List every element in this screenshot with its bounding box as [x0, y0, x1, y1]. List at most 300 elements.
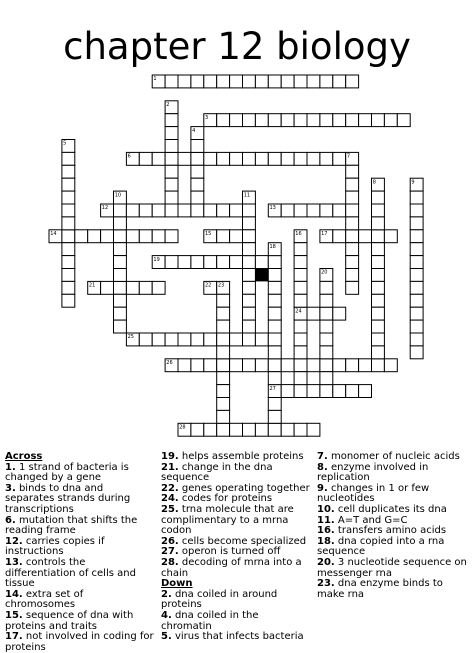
grid-cell[interactable] — [114, 204, 127, 217]
grid-cell[interactable] — [268, 281, 281, 294]
grid-cell[interactable] — [307, 152, 320, 165]
grid-cell[interactable] — [230, 230, 243, 243]
grid-cell[interactable] — [178, 204, 191, 217]
grid-cell[interactable] — [191, 191, 204, 204]
grid-cell[interactable] — [268, 320, 281, 333]
grid-cell[interactable] — [152, 333, 165, 346]
cell-number: 10 — [114, 192, 122, 199]
across-clue: 26. cells become specialized — [161, 535, 307, 547]
grid-cell[interactable] — [204, 204, 217, 217]
across-clue: 12. carries copies if instructions — [5, 535, 105, 558]
cell-number: 24 — [295, 308, 302, 315]
grid-cell[interactable] — [268, 423, 281, 436]
grid-cell[interactable] — [333, 359, 346, 372]
grid-cell[interactable] — [243, 114, 256, 127]
grid-cell[interactable] — [114, 217, 127, 230]
grid-cell[interactable] — [243, 217, 256, 230]
grid-cell[interactable] — [139, 281, 152, 294]
grid-cell[interactable] — [191, 165, 204, 178]
grid-cell[interactable] — [372, 243, 385, 256]
grid-cell[interactable] — [359, 114, 372, 127]
cell-number: 11 — [243, 192, 251, 199]
grid-cell[interactable] — [268, 346, 281, 359]
cell-number: 27 — [269, 385, 276, 392]
grid-cell[interactable] — [281, 359, 294, 372]
grid-cell[interactable] — [372, 333, 385, 346]
across-clue: 22. genes operating together — [161, 482, 310, 494]
grid-cell[interactable] — [217, 410, 230, 423]
grid-cell[interactable] — [191, 333, 204, 346]
grid-cell[interactable] — [346, 75, 359, 88]
grid-cell[interactable] — [178, 75, 191, 88]
grid-cell[interactable] — [114, 230, 127, 243]
grid-cell[interactable] — [114, 243, 127, 256]
grid-cell[interactable] — [320, 281, 333, 294]
cell-number: 19 — [153, 256, 160, 263]
grid-cell[interactable] — [62, 152, 75, 165]
grid-cell[interactable] — [255, 333, 268, 346]
down-clue: 23. dna enzyme binds to make rna — [317, 578, 443, 600]
grid-cell[interactable] — [320, 204, 333, 217]
grid-cell[interactable] — [320, 346, 333, 359]
grid-cell[interactable] — [62, 165, 75, 178]
grid-cell[interactable] — [243, 75, 256, 88]
cell-number: 28 — [179, 424, 186, 431]
cell-number: 2 — [166, 102, 170, 108]
grid-cell[interactable] — [62, 230, 75, 243]
grid-cell[interactable] — [114, 256, 127, 269]
grid-cell[interactable] — [346, 114, 359, 127]
grid-cell[interactable] — [165, 75, 178, 88]
grid-cell[interactable] — [204, 75, 217, 88]
grid-cell[interactable] — [217, 398, 230, 411]
cell-number: 1 — [153, 76, 157, 83]
grid-cell[interactable] — [230, 75, 243, 88]
grid-cell[interactable] — [230, 152, 243, 165]
down-clue: 20. 3 nucleotide sequence on messenger rna — [317, 556, 467, 579]
grid-cell[interactable] — [230, 359, 243, 372]
grid-cell[interactable] — [320, 359, 333, 372]
grid-cell[interactable] — [372, 204, 385, 217]
grid-cell[interactable] — [114, 294, 127, 307]
grid-cell[interactable] — [281, 385, 294, 398]
grid-cell[interactable] — [101, 281, 114, 294]
grid-cell[interactable] — [165, 230, 178, 243]
grid-cell[interactable] — [230, 114, 243, 127]
grid-cell[interactable] — [255, 359, 268, 372]
grid-cell[interactable] — [165, 256, 178, 269]
grid-cell[interactable] — [359, 230, 372, 243]
grid-cell[interactable] — [410, 256, 423, 269]
across-clue: 3. binds to dna and separates strands during transcriptions — [5, 482, 131, 515]
grid-cell[interactable] — [333, 230, 346, 243]
grid-cell[interactable] — [333, 75, 346, 88]
grid-cell[interactable] — [346, 204, 359, 217]
grid-cell[interactable] — [217, 114, 230, 127]
cell-number: 22 — [205, 282, 212, 289]
across-clue: 17. not involved in coding for proteins — [5, 631, 154, 653]
grid-cell[interactable] — [165, 114, 178, 127]
grid-cell[interactable] — [346, 359, 359, 372]
grid-cell[interactable] — [333, 152, 346, 165]
cell-number: 14 — [50, 231, 57, 237]
grid-cell[interactable] — [346, 178, 359, 191]
grid-cell[interactable] — [243, 320, 256, 333]
cell-number: 7 — [346, 153, 351, 160]
grid-cell[interactable] — [410, 269, 423, 282]
grid-cell[interactable] — [114, 320, 127, 333]
grid-cell[interactable] — [217, 256, 230, 269]
grid-cell[interactable] — [139, 230, 152, 243]
clues-column-3 — [317, 452, 469, 600]
cell-number: 13 — [269, 205, 276, 212]
grid-cell[interactable] — [217, 230, 230, 243]
grid-cell[interactable] — [372, 359, 385, 372]
grid-cell[interactable] — [126, 204, 139, 217]
grid-cell[interactable] — [178, 152, 191, 165]
across-clue: 21. change in the dna sequence — [161, 461, 273, 484]
grid-cell[interactable] — [320, 294, 333, 307]
grid-cell[interactable] — [268, 333, 281, 346]
grid-cell[interactable] — [243, 307, 256, 320]
across-heading: Across — [5, 451, 43, 462]
grid-cell[interactable] — [372, 307, 385, 320]
grid-cell[interactable] — [191, 140, 204, 153]
grid-cell[interactable] — [165, 204, 178, 217]
grid-cell[interactable] — [333, 307, 346, 320]
grid-cell[interactable] — [294, 423, 307, 436]
grid-cell[interactable] — [217, 294, 230, 307]
grid-cell[interactable] — [217, 204, 230, 217]
grid-cell[interactable] — [191, 423, 204, 436]
grid-cell[interactable] — [165, 165, 178, 178]
grid-cell[interactable] — [268, 114, 281, 127]
across-clue: 27. operon is turned off — [161, 546, 281, 558]
grid-cell[interactable] — [230, 204, 243, 217]
grid-cell[interactable] — [178, 256, 191, 269]
cell-number: 9 — [411, 179, 415, 186]
grid-cell[interactable] — [114, 281, 127, 294]
down-clue: 18. dna copied into a rna sequence — [317, 535, 445, 558]
grid-cell[interactable] — [372, 294, 385, 307]
grid-cell[interactable] — [217, 346, 230, 359]
grid-cell[interactable] — [410, 217, 423, 230]
grid-cell[interactable] — [255, 152, 268, 165]
down-clue: 7. monomer of nucleic acids — [317, 451, 460, 462]
grid-cell[interactable] — [243, 256, 256, 269]
cell-number: 26 — [166, 360, 173, 366]
grid-cell[interactable] — [372, 269, 385, 282]
grid-cell[interactable] — [346, 385, 359, 398]
grid-cell[interactable] — [346, 165, 359, 178]
grid-cell[interactable] — [165, 178, 178, 191]
grid-cell[interactable] — [152, 152, 165, 165]
grid-cell[interactable] — [126, 230, 139, 243]
grid-cell[interactable] — [333, 204, 346, 217]
grid-cell[interactable] — [268, 256, 281, 269]
grid-cell[interactable] — [243, 333, 256, 346]
grid-cell[interactable] — [217, 359, 230, 372]
grid-cell[interactable] — [152, 204, 165, 217]
grid-cell[interactable] — [152, 230, 165, 243]
grid-cell[interactable] — [294, 385, 307, 398]
grid-cell[interactable] — [307, 307, 320, 320]
grid-cell[interactable] — [191, 359, 204, 372]
grid-cell[interactable] — [294, 346, 307, 359]
grid-cell[interactable] — [294, 320, 307, 333]
grid-cell[interactable] — [372, 217, 385, 230]
grid-cell[interactable] — [139, 204, 152, 217]
grid-cell[interactable] — [243, 423, 256, 436]
grid-cell[interactable] — [320, 307, 333, 320]
grid-cell[interactable] — [217, 385, 230, 398]
across-clue: 19. helps assemble proteins — [161, 451, 304, 462]
grid-cell[interactable] — [268, 269, 281, 282]
grid-cell[interactable] — [165, 152, 178, 165]
grid-cell[interactable] — [333, 385, 346, 398]
grid-cell[interactable] — [101, 230, 114, 243]
grid-cell[interactable] — [307, 423, 320, 436]
grid-cell[interactable] — [320, 152, 333, 165]
cell-number: 18 — [269, 243, 276, 250]
grid-cell[interactable] — [359, 385, 372, 398]
grid-cell[interactable] — [410, 191, 423, 204]
grid-cell[interactable] — [230, 256, 243, 269]
grid-cell[interactable] — [397, 114, 410, 127]
grid-cell[interactable] — [307, 75, 320, 88]
grid-cell[interactable] — [268, 152, 281, 165]
grid-cell[interactable] — [114, 307, 127, 320]
grid-cell[interactable] — [217, 152, 230, 165]
cell-number: 3 — [205, 114, 209, 121]
grid-cell[interactable] — [294, 256, 307, 269]
down-clue: 8. enzyme involved in replication — [317, 461, 429, 484]
grid-cell[interactable] — [359, 359, 372, 372]
grid-cell[interactable] — [307, 359, 320, 372]
across-clue: 25. trna molecule that are complimentary to a mrna codon — [161, 503, 294, 537]
grid-cell[interactable] — [281, 114, 294, 127]
grid-cell[interactable] — [372, 346, 385, 359]
grid-cell[interactable] — [62, 269, 75, 282]
grid-cell[interactable] — [217, 372, 230, 385]
grid-cell[interactable] — [346, 217, 359, 230]
grid-cell[interactable] — [62, 178, 75, 191]
down-clue: 4. dna coiled in the chromatin — [161, 609, 259, 632]
grid-cell[interactable] — [165, 140, 178, 153]
grid-cell[interactable] — [372, 230, 385, 243]
cell-number: 16 — [295, 231, 302, 237]
grid-cell[interactable] — [114, 269, 127, 282]
grid-cell[interactable] — [152, 281, 165, 294]
grid-cell[interactable] — [165, 127, 178, 140]
cell-number: 4 — [192, 127, 196, 134]
down-clue: 16. transfers amino acids — [317, 525, 447, 537]
grid-cell[interactable] — [294, 269, 307, 282]
grid-cell[interactable] — [62, 204, 75, 217]
grid-cell[interactable] — [294, 204, 307, 217]
grid-cell[interactable] — [62, 294, 75, 307]
grid-cell[interactable] — [204, 152, 217, 165]
grid-cell[interactable] — [243, 294, 256, 307]
grid-cell[interactable] — [75, 230, 88, 243]
grid-cell[interactable] — [294, 372, 307, 385]
grid-cell[interactable] — [281, 204, 294, 217]
grid-cell[interactable] — [333, 114, 346, 127]
grid-cell[interactable] — [294, 114, 307, 127]
grid-cell[interactable] — [410, 320, 423, 333]
cell-number: 21 — [88, 282, 96, 289]
grid-cell[interactable] — [268, 398, 281, 411]
grid-cell[interactable] — [268, 75, 281, 88]
grid-cell[interactable] — [62, 191, 75, 204]
grid-cell[interactable] — [191, 256, 204, 269]
grid-cell[interactable] — [88, 230, 101, 243]
grid-cell[interactable] — [307, 385, 320, 398]
grid-cell[interactable] — [204, 333, 217, 346]
down-clue: 5. virus that infects bacteria — [161, 631, 304, 643]
grid-cell[interactable] — [243, 152, 256, 165]
cell-number: 12 — [101, 205, 109, 212]
grid-cell[interactable] — [139, 152, 152, 165]
grid-cell[interactable] — [294, 294, 307, 307]
grid-cell[interactable] — [410, 333, 423, 346]
grid-cell[interactable] — [217, 75, 230, 88]
grid-cell[interactable] — [230, 423, 243, 436]
cell-number: 23 — [217, 282, 225, 289]
grid-cell[interactable] — [294, 152, 307, 165]
grid-cell[interactable] — [372, 281, 385, 294]
grid-cell[interactable] — [307, 114, 320, 127]
grid-cell[interactable] — [384, 359, 397, 372]
grid-cell[interactable] — [410, 346, 423, 359]
grid-cell[interactable] — [191, 204, 204, 217]
cell-number: 17 — [321, 231, 328, 237]
across-clue: 24. codes for proteins — [161, 493, 273, 505]
grid-cell[interactable] — [178, 359, 191, 372]
grid-cell[interactable] — [217, 423, 230, 436]
grid-cell[interactable] — [320, 385, 333, 398]
grid-cell[interactable] — [372, 191, 385, 204]
grid-cell[interactable] — [62, 281, 75, 294]
grid-cell[interactable] — [320, 114, 333, 127]
grid-cell[interactable] — [346, 243, 359, 256]
grid-cell[interactable] — [410, 204, 423, 217]
grid-cell[interactable] — [62, 217, 75, 230]
grid-cell[interactable] — [268, 307, 281, 320]
page-title: chapter 12 biology — [63, 25, 411, 68]
grid-cell[interactable] — [384, 230, 397, 243]
grid-cell[interactable] — [243, 359, 256, 372]
grid-cell[interactable] — [320, 372, 333, 385]
grid-cell[interactable] — [294, 333, 307, 346]
grid-cell[interactable] — [294, 281, 307, 294]
across-clue: 13. controls the differentiation of cells and tissue — [5, 556, 136, 590]
grid-cell[interactable] — [217, 320, 230, 333]
grid-cell[interactable] — [243, 281, 256, 294]
grid-cell[interactable] — [410, 243, 423, 256]
grid-cell[interactable] — [191, 75, 204, 88]
clues-column-1 — [5, 452, 155, 653]
grid-cell[interactable] — [410, 307, 423, 320]
grid-cell[interactable] — [165, 333, 178, 346]
cell-number: 6 — [127, 153, 131, 160]
grid-cell[interactable] — [255, 114, 268, 127]
grid-cell[interactable] — [217, 333, 230, 346]
cell-number: 5 — [63, 140, 67, 147]
grid-cell[interactable] — [255, 423, 268, 436]
across-clue: 1. 1 strand of bacteria is changed by a gene — [5, 461, 129, 484]
across-clue: 6. mutation that shifts the reading frame — [5, 514, 138, 537]
grid-cell[interactable] — [191, 178, 204, 191]
grid-cell[interactable] — [320, 320, 333, 333]
cell-number: 25 — [127, 334, 134, 341]
grid-cell[interactable] — [294, 359, 307, 372]
clues-column-2 — [161, 452, 311, 643]
grid-cell[interactable] — [281, 152, 294, 165]
grid-cell[interactable] — [178, 333, 191, 346]
grid-cell[interactable] — [139, 333, 152, 346]
grid-cell[interactable] — [243, 204, 256, 217]
grid-cell[interactable] — [268, 410, 281, 423]
grid-cell[interactable] — [204, 359, 217, 372]
grid-cell[interactable] — [346, 269, 359, 282]
down-heading: Down — [161, 578, 193, 590]
grid-cell[interactable] — [204, 423, 217, 436]
grid-cell[interactable] — [126, 281, 139, 294]
grid-cell[interactable] — [294, 75, 307, 88]
across-clue: 15. sequence of dna with proteins and traits — [5, 609, 134, 632]
cell-number: 20 — [321, 269, 328, 276]
grid-cell[interactable] — [346, 230, 359, 243]
grid-cell[interactable] — [410, 230, 423, 243]
grid-cell[interactable] — [243, 230, 256, 243]
grid-cell[interactable] — [165, 191, 178, 204]
grid-cell[interactable] — [346, 256, 359, 269]
grid-cell[interactable] — [268, 372, 281, 385]
grid-cell[interactable] — [255, 75, 268, 88]
grid-cell[interactable] — [281, 75, 294, 88]
grid-cell[interactable] — [62, 243, 75, 256]
grid-cell[interactable] — [372, 256, 385, 269]
grid-cell[interactable] — [307, 204, 320, 217]
cell-number: 15 — [205, 231, 212, 237]
grid-cell[interactable] — [281, 423, 294, 436]
grid-cell[interactable] — [372, 114, 385, 127]
cell-number: 8 — [372, 179, 376, 186]
grid-cell[interactable] — [217, 307, 230, 320]
grid-cell[interactable] — [230, 333, 243, 346]
grid-cell[interactable] — [320, 75, 333, 88]
grid-cell[interactable] — [346, 191, 359, 204]
black-square — [255, 269, 268, 282]
grid-cell[interactable] — [320, 333, 333, 346]
grid-cell[interactable] — [410, 281, 423, 294]
grid-cell[interactable] — [204, 256, 217, 269]
grid-cell[interactable] — [268, 359, 281, 372]
grid-cell[interactable] — [243, 243, 256, 256]
grid-cell[interactable] — [294, 243, 307, 256]
grid-cell[interactable] — [268, 294, 281, 307]
grid-cell[interactable] — [191, 152, 204, 165]
grid-cell[interactable] — [384, 114, 397, 127]
grid-cell[interactable] — [243, 269, 256, 282]
grid-cell[interactable] — [410, 294, 423, 307]
grid-cell[interactable] — [346, 281, 359, 294]
grid-cell[interactable] — [255, 256, 268, 269]
grid-cell[interactable] — [62, 256, 75, 269]
grid-cell[interactable] — [372, 320, 385, 333]
down-clue: 10. cell duplicates its dna — [317, 503, 447, 515]
